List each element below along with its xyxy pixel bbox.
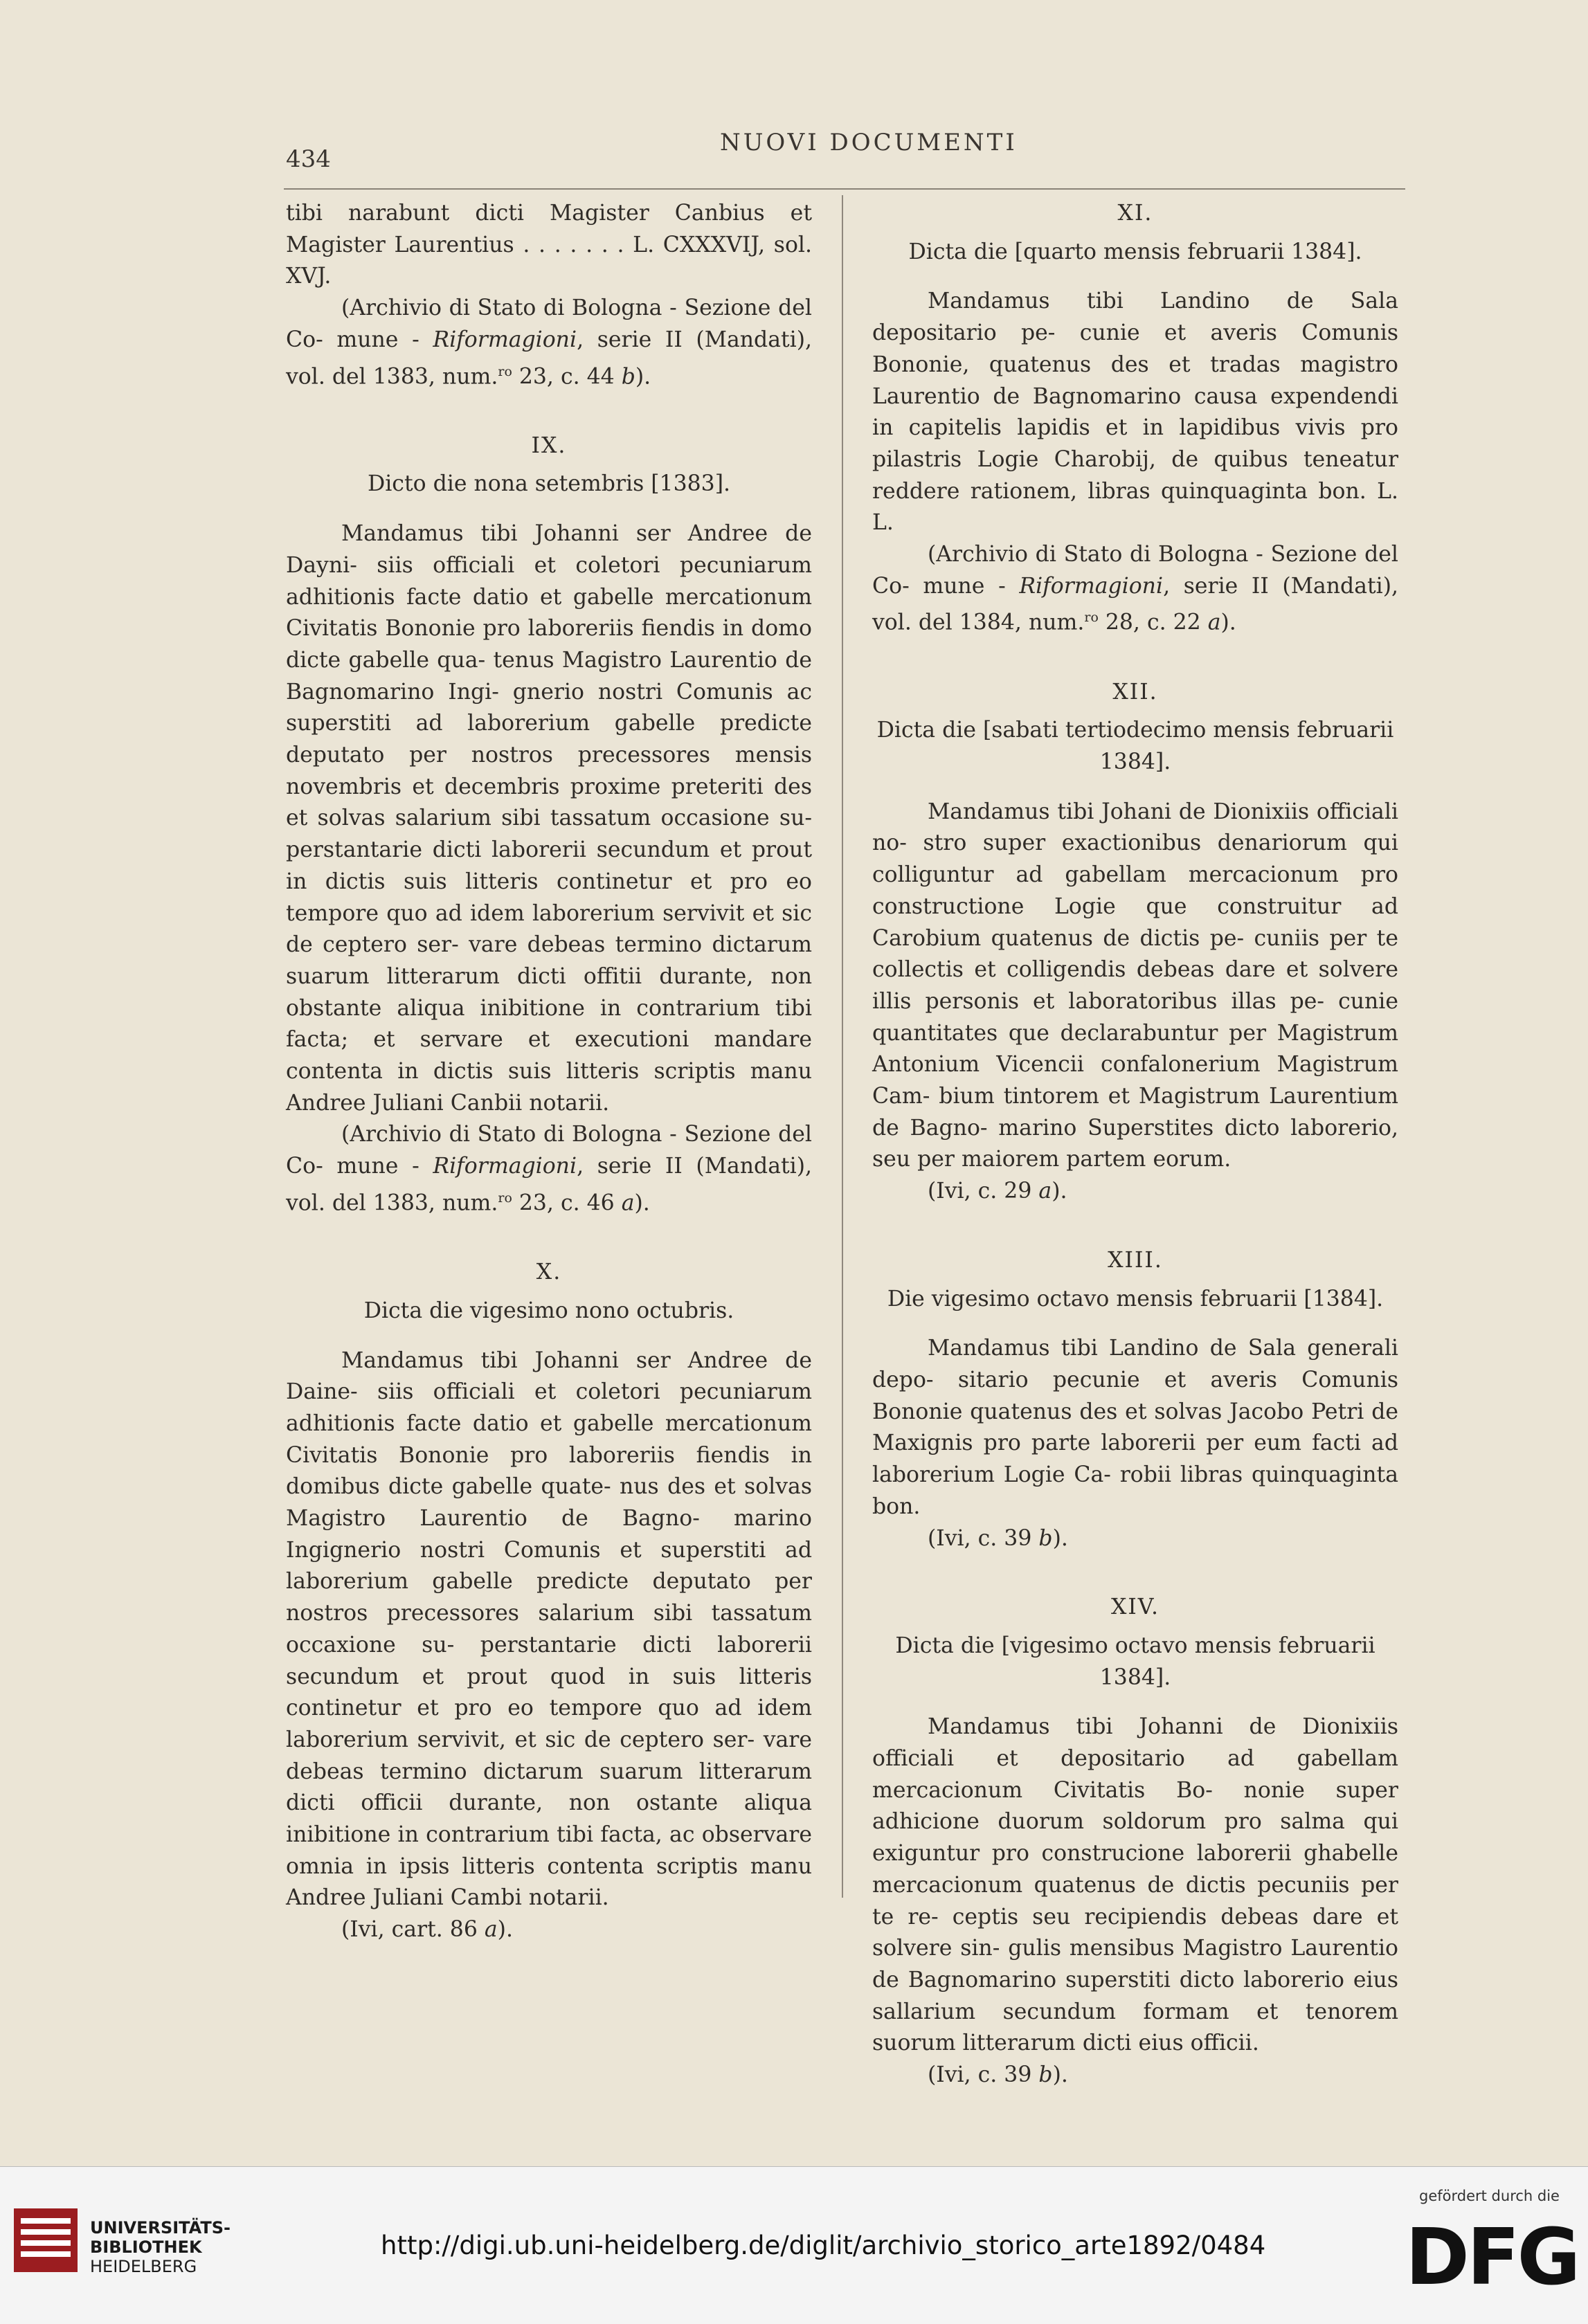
section-number-xiii: XIII. (1108, 1247, 1163, 1273)
source-note (872, 2060, 1398, 2091)
source-line: 23, c. 44 (512, 364, 622, 390)
dfg-logo: DFG (1405, 2213, 1578, 2303)
source-line: (Archivio di Stato di Bologna - Sezione del Co- (286, 1122, 812, 1179)
library-line: UNIVERSITÄTS- (90, 2218, 231, 2237)
section-date-xiv: Dicta die [vigesimo octavo mensis februarii 1384]. (895, 1633, 1375, 1690)
source-line: num. (442, 1190, 498, 1216)
source-line: num. (442, 364, 498, 390)
source-series: Riformagioni (433, 1154, 577, 1179)
source-side: b (1038, 2062, 1053, 2088)
column-divider (842, 195, 843, 1898)
section-body-xii: Mandamus tibi Johani de Dionixiis officiali no- stro super exactionibus denariorum qui colliguntur ad gabellam mercacionum pro constructione Logie que construitur ad Carobium quatenus de dictis pe- cuniis per te collectis et colligendis debeas dare et solvere illis personis et laboratoribus illas pe- cunie quantitates que declarabuntur per Magistrum Antonium Vicencii confalonerium Magistrum Cam- bium tintorem et Magistrum Laurentium de Bagno- marino Superstites dicto laborerio, seu per maiorem partem eorum. (872, 799, 1398, 1172)
source-note (286, 293, 812, 393)
section-date-xii: Dicta die [sabati tertiodecimo mensis februarii 1384]. (876, 718, 1394, 775)
continued-name: Laurentius (394, 232, 514, 257)
source-line: ). (497, 1917, 513, 1943)
source-line: (Ivi, c. 39 (928, 1525, 1039, 1551)
source-line: (Ivi, cart. 86 (341, 1917, 485, 1943)
source-line: ). (635, 364, 651, 390)
section-number-xiv: XIV. (1110, 1595, 1160, 1620)
source-line: ). (1052, 1179, 1067, 1204)
source-side: a (1207, 610, 1221, 635)
source-side: a (484, 1917, 498, 1943)
running-title: NUOVI DOCUMENTI (720, 129, 1018, 156)
library-name (90, 2218, 231, 2276)
source-series: Riformagioni (1019, 573, 1164, 599)
right-column (872, 198, 1398, 2091)
source-side: a (1038, 1179, 1052, 1204)
source-side: a (621, 1190, 635, 1216)
university-library-logo-icon (14, 2208, 78, 2272)
source-note (286, 1914, 812, 1946)
source-line: 23, c. 46 (512, 1190, 622, 1216)
section-body-x: Mandamus tibi Johanni ser Andree de Daine- siis officiali et coletori pecuniarum adhitionis facte datio et gabelle mercationum Civitatis Bononie pro laboreriis fiendis in domibus dicte gabelle quate- nus des et solvas Magistro Laurentio de Bagno- marino Ingignerio nostri Comunis et superstiti ad laborerium gabelle predicte deputato per nostros precessores salarium sibi tassatum occaxione su- perstantarie dicti laborerii secundum et prout quod in suis litteris continetur et pro eo tempore quo ad idem laborerium servivit, et sic de ceptero ser- vare debeas termino dictarum suarum litterarum dicti officii durante, non ostante aliqua inibitione in contrarium tibi facta, ac observare omnia in ipsis litteris contenta scriptis manu Andree Juliani Cambi notarii. (286, 1347, 812, 1911)
source-line: (Ivi, c. 39 (928, 2062, 1039, 2088)
section-body-ix: Mandamus tibi Johanni ser Andree de Dayni- siis officiali et coletori pecuniarum adhitionis facte datio et gabelle mercationum Civitatis Bononie pro laboreriis fiendis in domo dicte gabelle qua- tenus Magistro Laurentio de Bagnomarino Ingi- gnerio nostri Comunis ac superstiti ad laborerium gabelle predicte deputato per nostros precessores mensis novembris et decembris proxime preteriti des et solvas salarium sibi tassatum occasione su- perstantarie dicti laborerii secundum et prout in dictis suis litteris continetur et pro eo tempore quo ad idem laborerium servivit et sic de ceptero ser- vare debeas termino dictarum suarum litterarum dicti offitii durante, non obstante aliqua inibitione in contrarium tibi facta; et servare et executioni mandare contenta in dictis suis litteris scriptis manu Andree Juliani Canbii notarii. (286, 521, 812, 1116)
section-number-xii: XII. (1112, 679, 1158, 705)
source-side: b (621, 364, 635, 390)
source-series: Riformagioni (433, 327, 577, 352)
continued-line: tibi narabunt dicti Magister Canbius et Magister (286, 201, 812, 257)
footer-bar (0, 2166, 1588, 2324)
source-line: ). (1052, 2062, 1068, 2088)
source-note (286, 1119, 812, 1219)
library-line: BIBLIOTHEK (90, 2237, 202, 2257)
section-number-xi: XI. (1117, 201, 1153, 226)
source-line: ). (634, 1190, 650, 1216)
section-number-ix: IX. (531, 433, 567, 458)
library-line: HEIDELBERG (90, 2257, 197, 2276)
source-line: , serie II (Mandati), vol. del 1383, (286, 327, 813, 390)
page-number: 434 (286, 145, 331, 173)
source-line: mune - (923, 573, 1020, 599)
left-column (286, 198, 812, 1946)
section-number-x: X. (536, 1260, 562, 1285)
source-line: (Archivio di Stato di Bologna - Sezione del Co- (872, 542, 1398, 599)
amount: . . . . . . . L. CXXXVIJ, sol. XVJ. (286, 232, 813, 289)
continued-text (286, 198, 812, 293)
header-rule (284, 188, 1405, 190)
section-date-xiii: Die vigesimo octavo mensis februarii [1384]. (887, 1286, 1384, 1311)
source-line: ). (1220, 610, 1236, 635)
source-note (872, 1523, 1398, 1555)
source-side: b (1038, 1525, 1053, 1551)
source-line: num. (1028, 610, 1085, 635)
source-line: 28, c. 22 (1098, 610, 1208, 635)
source-line: (Archivio di Stato di Bologna - Sezione del Co- (286, 296, 812, 352)
source-url-link[interactable]: http://digi.ub.uni-heidelberg.de/diglit/archivio_storico_arte1892/0484 (381, 2231, 1266, 2260)
source-line: ). (1052, 1525, 1068, 1551)
superscript: ro (498, 1190, 512, 1206)
section-body-xi: Mandamus tibi Landino de Sala depositario pe- cunie et averis Comunis Bononie, quatenus des et tradas magistro Laurentio de Bagnomarino causa expendendi in capitelis lapidis et in lapidibus vivis pro pilastris Logie Charobij, de quibus teneatur reddere rationem, libras quinquaginta bon. L. L. (872, 289, 1398, 536)
source-note (872, 539, 1398, 639)
section-date-ix: Dicto die nona setembris [1383]. (367, 471, 731, 497)
superscript: ro (498, 363, 512, 379)
section-date-x: Dicta die vigesimo nono octubris. (363, 1298, 734, 1323)
section-body-xiii: Mandamus tibi Landino de Sala generali depo- sitario pecunie et averis Comunis Bononie quatenus des et solvas Jacobo Petri de Maxignis pro parte laborerii per eum facti ad laborerium Logie Ca- robii libras quinquaginta bon. (872, 1336, 1398, 1519)
source-line: , serie II (Mandati), vol. del 1384, (872, 573, 1399, 635)
source-line: mune - (336, 1154, 433, 1179)
source-note (872, 1176, 1398, 1208)
source-line: mune - (336, 327, 433, 352)
superscript: ro (1084, 610, 1099, 626)
funding-label: gefördert durch die (1419, 2188, 1560, 2204)
source-line: (Ivi, c. 29 (928, 1179, 1039, 1204)
source-line: , serie II (Mandati), vol. del 1383, (286, 1154, 813, 1216)
section-body-xiv: Mandamus tibi Johanni de Dionixiis officiali et depositario ad gabellam mercacionum Civitatis Bo- nonie super adhicione duorum soldorum pro salma qui exiguntur pro construcione laborerii ghabelle mercacionum quatenus de dictis pecuniis per te re- ceptis seu recipiendis debeas dare et solvere sin- gulis mensibus Magistro Laurentio de Bagnomarino superstiti dicto laborerio eius sallarium secundum formam et tenorem suorum litterarum dicti eius officii. (872, 1714, 1398, 2056)
section-date-xi: Dicta die [quarto mensis februarii 1384]. (908, 239, 1362, 264)
